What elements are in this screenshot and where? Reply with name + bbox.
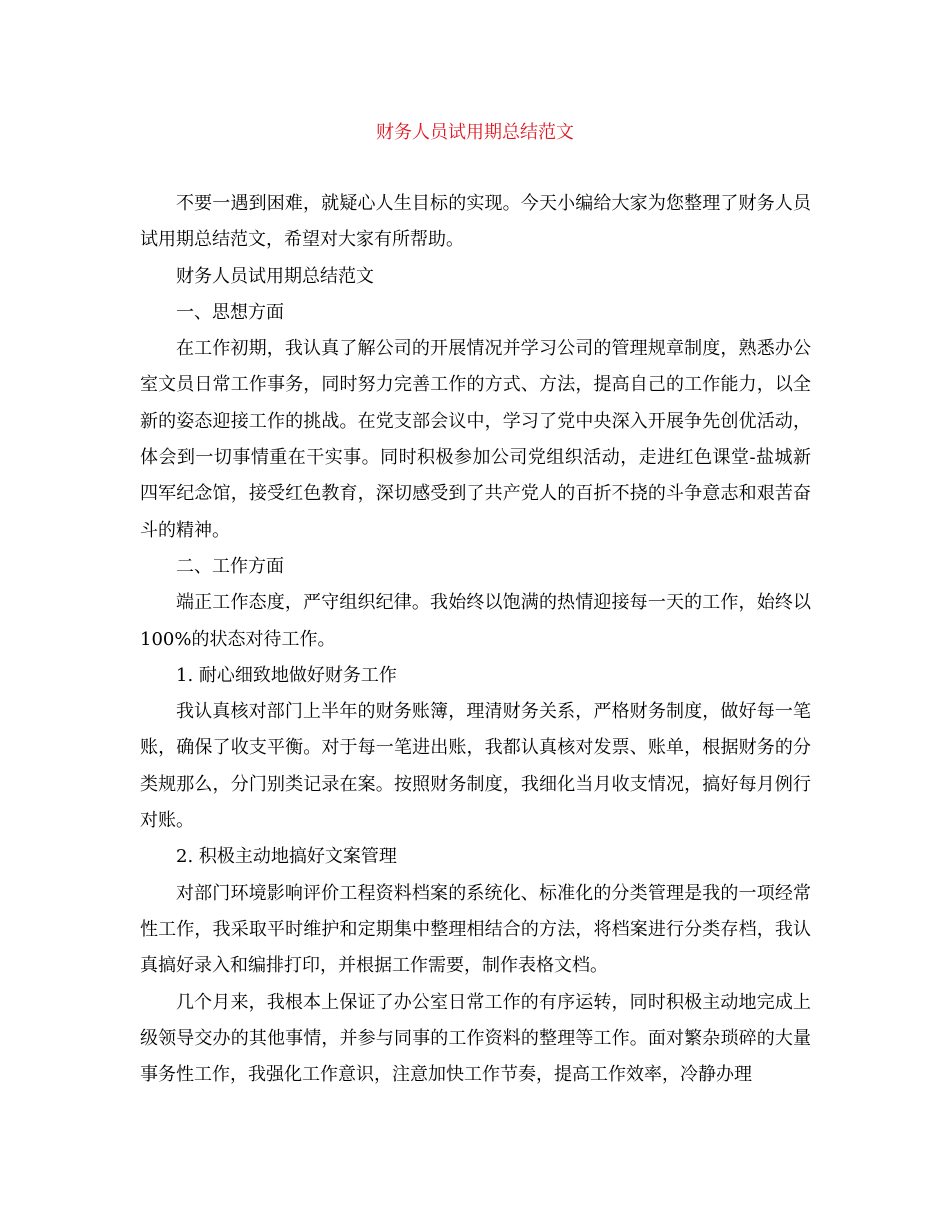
paragraph-filing: 对部门环境影响评价工程资料档案的系统化、标准化的分类管理是我的一项经常性工作，我采取平时维护和定期集中整理相结合的方法，将档案进行分类存档，我认真搞好录入和编排打印，并根据工作需要，制作表格文档。 xyxy=(140,882,811,977)
section-heading-work: 二、工作方面 xyxy=(176,555,284,577)
paragraph-thought: 在工作初期，我认真了解公司的开展情况并学习公司的管理规章制度，熟悉办公室文员日常工作事务，同时努力完善工作的方式、方法，提高自己的工作能力，以全新的姿态迎接工作的挑战。在党支部会议中，学习了党中央深入开展争先创优活动，体会到一切事情重在干实事。同时积极参加公司党组织活动，走进红色课堂-盐城新四军纪念馆，接受红色教育，深切感受到了共产党人的百折不挠的斗争意志和艰苦奋斗的精神。 xyxy=(140,338,811,541)
subheading-filing: 2. 积极主动地搞好文案管理 xyxy=(176,846,397,868)
paragraph-attitude: 端正工作态度，严守组织纪律。我始终以饱满的热情迎接每一天的工作，始终以100%的状态对待工作。 xyxy=(140,592,811,650)
section-heading-thought: 一、思想方面 xyxy=(176,301,284,323)
paragraph-intro: 不要一遇到困难，就疑心人生目标的实现。今天小编给大家为您整理了财务人员试用期总结范文，希望对大家有所帮助。 xyxy=(140,193,811,251)
paragraph-summary: 几个月来，我根本上保证了办公室日常工作的有序运转，同时积极主动地完成上级领导交办的其他事情，并参与同事的工作资料的整理等工作。面对繁杂琐碎的大量事务性工作，我强化工作意识，注意加快工作节奏，提高工作效率，冷静办理 xyxy=(140,991,811,1086)
paragraph-subtitle: 财务人员试用期总结范文 xyxy=(176,265,374,287)
subheading-finance: 1. 耐心细致地做好财务工作 xyxy=(176,664,397,686)
paragraph-finance: 我认真核对部门上半年的财务账簿，理清财务关系，严格财务制度，做好每一笔账，确保了收支平衡。对于每一笔进出账，我都认真核对发票、账单，根据财务的分类规那么，分门别类记录在案。按照财务制度，我细化当月收支情况，搞好每月例行对账。 xyxy=(140,701,811,832)
document-body xyxy=(140,186,811,1093)
document-title: 财务人员试用期总结范文 xyxy=(376,122,574,143)
